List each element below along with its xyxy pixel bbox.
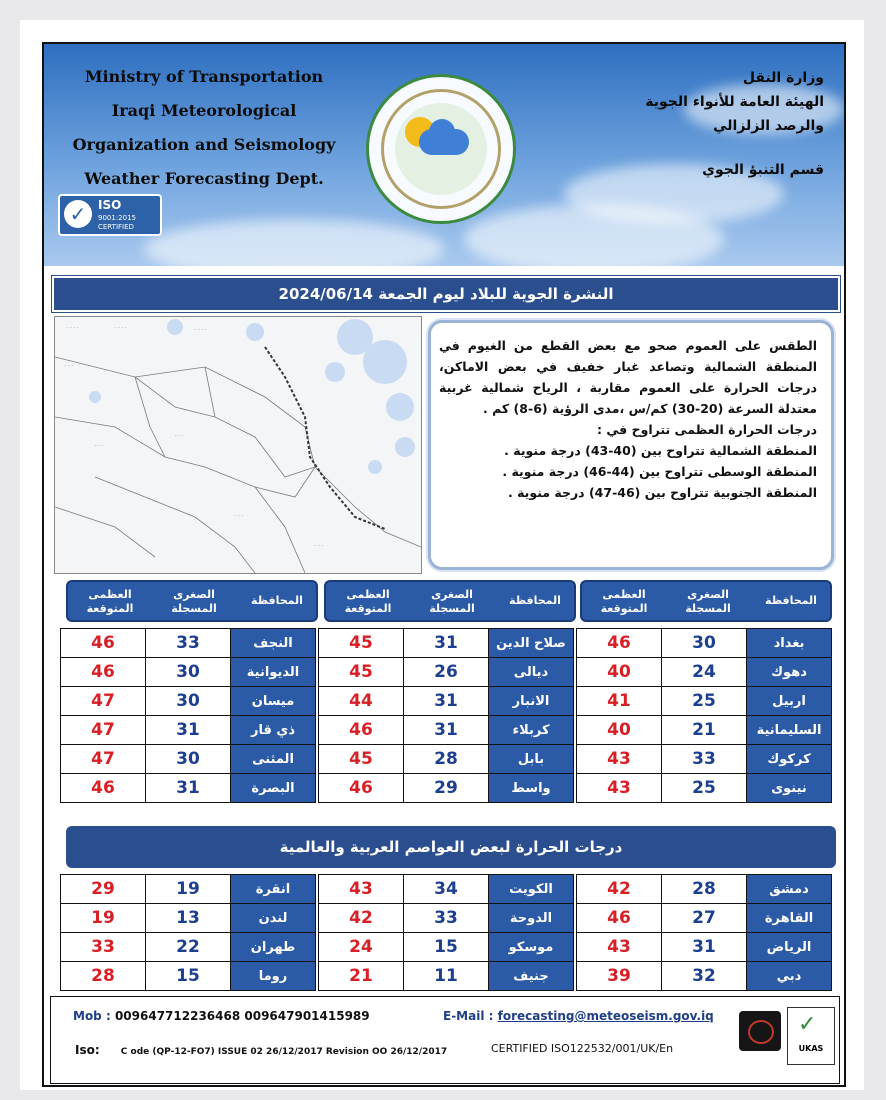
max-temp-cell: 19	[61, 904, 146, 933]
location-name-cell: موسكو	[489, 933, 574, 962]
location-name-cell: النجف	[231, 629, 316, 658]
ministry-name: Ministry of Transportation	[84, 67, 324, 86]
table-row	[319, 745, 574, 774]
location-name-cell: اربيل	[747, 687, 832, 716]
header-banner	[44, 44, 844, 266]
table-row	[319, 904, 574, 933]
min-temp-cell: 30	[146, 687, 231, 716]
table-row	[577, 745, 832, 774]
max-temp-cell: 40	[577, 658, 662, 687]
location-name-cell: الديوانية	[231, 658, 316, 687]
svg-text:· · ·: · · ·	[175, 433, 183, 439]
max-temp-cell: 46	[61, 658, 146, 687]
province-header-group	[66, 580, 318, 622]
max-temp-cell: 43	[577, 745, 662, 774]
col-min-header: الصغرى المسجلة	[171, 588, 217, 615]
min-temp-cell: 21	[662, 716, 747, 745]
min-temp-cell: 26	[404, 658, 489, 687]
email-contact	[443, 1009, 714, 1023]
table-row	[61, 875, 316, 904]
svg-text:· · ·: · · ·	[315, 543, 323, 549]
col-min-header: الصغرى المسجلة	[685, 588, 731, 615]
min-temp-cell: 31	[404, 716, 489, 745]
max-temp-cell: 43	[577, 774, 662, 803]
col-province-header: المحافظة	[509, 594, 561, 607]
forecast-text	[439, 335, 817, 503]
table-row	[61, 933, 316, 962]
location-name-cell: كركوك	[747, 745, 832, 774]
min-temp-cell: 33	[146, 629, 231, 658]
province-header-group	[580, 580, 832, 622]
organization-emblem-icon	[739, 1011, 781, 1051]
col-max-header: العظمى المتوقعة	[86, 588, 134, 615]
table-row	[577, 875, 832, 904]
max-temp-cell: 47	[61, 745, 146, 774]
location-name-cell: بابل	[489, 745, 574, 774]
province-table-south	[60, 628, 316, 803]
table-row	[577, 629, 832, 658]
max-temp-cell: 45	[319, 629, 404, 658]
table-row	[319, 629, 574, 658]
table-row	[577, 716, 832, 745]
table-row	[61, 658, 316, 687]
min-temp-cell: 28	[404, 745, 489, 774]
max-temp-cell: 21	[319, 962, 404, 991]
min-temp-cell: 30	[662, 629, 747, 658]
iso-badge-title: ISO	[98, 198, 122, 212]
location-name-cell: واسط	[489, 774, 574, 803]
col-province-header: المحافظة	[765, 594, 817, 607]
max-temp-cell: 46	[61, 629, 146, 658]
mobile-contact	[73, 1009, 370, 1023]
province-table-north	[576, 628, 832, 803]
location-name-cell: صلاح الدين	[489, 629, 574, 658]
min-temp-cell: 28	[662, 875, 747, 904]
location-name-cell: الكويت	[489, 875, 574, 904]
svg-text:· · ·: · · ·	[65, 363, 73, 369]
location-name-cell: روما	[231, 962, 316, 991]
table-row	[319, 875, 574, 904]
organization-name-ar-line1: الهيئة العامة للأنواء الجوية	[645, 94, 824, 110]
max-temp-cell: 44	[319, 687, 404, 716]
forecast-south: المنطقة الجنوبية تتراوح بين (46-47) درجة منوية .	[507, 485, 817, 500]
max-temp-cell: 42	[319, 904, 404, 933]
satellite-map	[54, 316, 422, 574]
max-temp-cell: 46	[319, 716, 404, 745]
location-name-cell: السليمانية	[747, 716, 832, 745]
col-min-header: الصغرى المسجلة	[429, 588, 475, 615]
max-temp-cell: 45	[319, 658, 404, 687]
table-row	[577, 933, 832, 962]
footer	[50, 996, 840, 1084]
location-name-cell: دبي	[747, 962, 832, 991]
location-name-cell: ديالى	[489, 658, 574, 687]
location-name-cell: طهران	[231, 933, 316, 962]
min-temp-cell: 19	[146, 875, 231, 904]
min-temp-cell: 31	[662, 933, 747, 962]
max-temp-cell: 47	[61, 687, 146, 716]
forecast-text-box	[428, 320, 834, 570]
table-row	[319, 962, 574, 991]
location-name-cell: الانبار	[489, 687, 574, 716]
organization-name-line2: Organization and Seismology	[72, 135, 336, 154]
check-icon: ✓	[798, 1012, 817, 1037]
table-row	[61, 774, 316, 803]
location-name-cell: القاهرة	[747, 904, 832, 933]
iso-document-code	[75, 1043, 447, 1057]
email-link[interactable]: forecasting@meteoseism.gov.iq	[497, 1009, 714, 1023]
location-name-cell: دمشق	[747, 875, 832, 904]
ukas-label: UKAS	[798, 1044, 824, 1053]
max-temp-cell: 40	[577, 716, 662, 745]
capitals-table-3	[60, 874, 316, 991]
min-temp-cell: 22	[146, 933, 231, 962]
max-temp-cell: 33	[61, 933, 146, 962]
iso-badge-certified: CERTIFIED	[98, 223, 134, 231]
mobile-numbers: 009647712236468 009647901415989	[114, 1009, 370, 1023]
min-temp-cell: 30	[146, 658, 231, 687]
table-row	[577, 904, 832, 933]
max-temp-cell: 42	[577, 875, 662, 904]
location-name-cell: ذي قار	[231, 716, 316, 745]
min-temp-cell: 15	[404, 933, 489, 962]
svg-text:· · · ·: · · · ·	[195, 327, 207, 333]
col-max-header: العظمى المتوقعة	[344, 588, 392, 615]
table-row	[577, 774, 832, 803]
forecast-summary: الطقس على العموم صحو مع بعض القطع من الغيوم في المنطقة الشمالية وتصاعد غبار خفيف في بعض الاماكن، درجات الحرارة على العموم مقاربة ، الرياح شمالية غربية معتدلة السرعة (20-30) كم/س ،مدى الرؤية (6-8) كم .	[439, 338, 817, 416]
max-temp-cell: 47	[61, 716, 146, 745]
max-temp-cell: 45	[319, 745, 404, 774]
table-row	[577, 962, 832, 991]
max-temp-cell: 46	[319, 774, 404, 803]
table-row	[319, 774, 574, 803]
check-icon: ✓	[64, 200, 92, 228]
organization-name-line1: Iraqi Meteorological	[111, 101, 297, 120]
location-name-cell: الدوحة	[489, 904, 574, 933]
table-row	[61, 629, 316, 658]
location-name-cell: البصرة	[231, 774, 316, 803]
max-temp-cell: 46	[577, 629, 662, 658]
table-row	[61, 745, 316, 774]
header-english	[64, 60, 344, 196]
min-temp-cell: 29	[404, 774, 489, 803]
bulletin-title: النشرة الجوية للبلاد ليوم الجمعة 2024/06/14	[52, 276, 840, 312]
capitals-table-1	[576, 874, 832, 991]
mobile-label: Mob :	[73, 1009, 111, 1023]
max-temp-cell: 24	[319, 933, 404, 962]
table-row	[61, 716, 316, 745]
location-name-cell: الرياض	[747, 933, 832, 962]
min-temp-cell: 31	[146, 716, 231, 745]
table-row	[319, 687, 574, 716]
svg-text:· · · ·: · · · ·	[115, 325, 127, 331]
min-temp-cell: 33	[662, 745, 747, 774]
col-province-header: المحافظة	[251, 594, 303, 607]
iso-code: C ode (QP-12-FO7) ISSUE 02 26/12/2017 Revision OO 26/12/2017	[120, 1047, 448, 1057]
forecast-north: المنطقة الشمالية تتراوح بين (40-43) درجة منوية .	[504, 443, 817, 458]
table-row	[577, 658, 832, 687]
min-temp-cell: 32	[662, 962, 747, 991]
forecast-central: المنطقة الوسطى تتراوح بين (44-46) درجة منوية .	[502, 464, 817, 479]
min-temp-cell: 24	[662, 658, 747, 687]
max-temp-cell: 43	[577, 933, 662, 962]
location-name-cell: دهوك	[747, 658, 832, 687]
location-name-cell: نينوى	[747, 774, 832, 803]
table-row	[61, 904, 316, 933]
location-name-cell: لندن	[231, 904, 316, 933]
province-table-central	[318, 628, 574, 803]
max-temp-cell: 46	[577, 904, 662, 933]
min-temp-cell: 25	[662, 687, 747, 716]
col-max-header: العظمى المتوقعة	[600, 588, 648, 615]
table-row	[319, 933, 574, 962]
max-temp-cell: 28	[61, 962, 146, 991]
bulletin-sheet	[42, 42, 846, 1087]
min-temp-cell: 33	[404, 904, 489, 933]
min-temp-cell: 31	[404, 629, 489, 658]
min-temp-cell: 11	[404, 962, 489, 991]
table-row	[319, 658, 574, 687]
iso-label: Iso:	[75, 1043, 100, 1057]
capitals-table-2	[318, 874, 574, 991]
max-temp-cell: 43	[319, 875, 404, 904]
province-header-group	[324, 580, 576, 622]
min-temp-cell: 31	[404, 687, 489, 716]
table-row	[61, 962, 316, 991]
min-temp-cell: 34	[404, 875, 489, 904]
header-arabic	[564, 66, 824, 182]
min-temp-cell: 30	[146, 745, 231, 774]
min-temp-cell: 31	[146, 774, 231, 803]
svg-text:· · ·: · · ·	[95, 443, 103, 449]
email-label: E-Mail :	[443, 1009, 494, 1023]
max-temp-cell: 41	[577, 687, 662, 716]
cloud-icon	[419, 129, 469, 155]
min-temp-cell: 27	[662, 904, 747, 933]
certification-text: CERTIFIED ISO122532/001/UK/En	[491, 1042, 674, 1055]
table-row	[61, 687, 316, 716]
location-name-cell: كربلاء	[489, 716, 574, 745]
department-name-ar: قسم التنبؤ الجوي	[702, 162, 824, 178]
iso-badge-icon	[58, 194, 162, 236]
location-name-cell: المثنى	[231, 745, 316, 774]
location-name-cell: انقرة	[231, 875, 316, 904]
ministry-name-ar: وزارة النقل	[742, 70, 824, 86]
table-row	[577, 687, 832, 716]
ukas-logo-icon	[787, 1007, 835, 1065]
seal-icon	[366, 74, 516, 224]
max-temp-cell: 29	[61, 875, 146, 904]
forecast-max-intro: درجات الحرارة العظمى تتراوح في :	[597, 422, 817, 437]
organization-name-ar-line2: والرصد الزلزالي	[713, 118, 824, 134]
capitals-title: درجات الحرارة لبعض العواصم العربية والعالمية	[66, 826, 836, 868]
max-temp-cell: 39	[577, 962, 662, 991]
location-name-cell: جنيف	[489, 962, 574, 991]
min-temp-cell: 13	[146, 904, 231, 933]
location-name-cell: ميسان	[231, 687, 316, 716]
svg-text:· · · ·: · · · ·	[67, 325, 79, 331]
max-temp-cell: 46	[61, 774, 146, 803]
table-row	[319, 716, 574, 745]
min-temp-cell: 15	[146, 962, 231, 991]
svg-text:· · ·: · · ·	[235, 513, 243, 519]
department-name: Weather Forecasting Dept.	[84, 169, 324, 188]
min-temp-cell: 25	[662, 774, 747, 803]
location-name-cell: بغداد	[747, 629, 832, 658]
iso-badge-standard: 9001:2015	[98, 214, 136, 222]
